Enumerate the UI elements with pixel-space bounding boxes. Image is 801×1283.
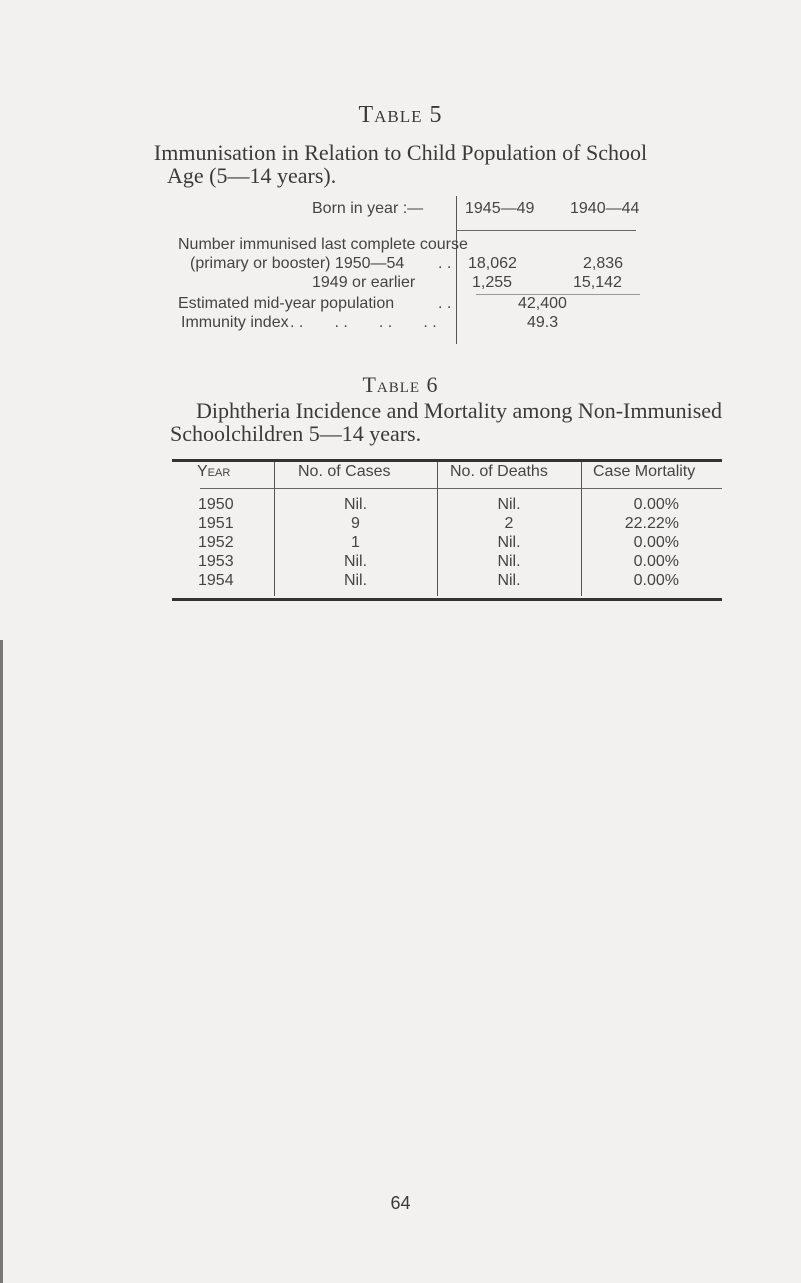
earlier-label: 1949 or earlier [312, 274, 416, 291]
col-header-1940-44: 1940—44 [570, 200, 640, 217]
cell-cases: Nil. [343, 572, 368, 589]
table5-header-rule [456, 230, 636, 231]
r1c2-value: 2,836 [583, 255, 624, 272]
immunised-dots: . . [438, 255, 452, 272]
cell-year: 1951 [198, 515, 234, 532]
cell-deaths: Nil. [497, 572, 521, 589]
cell-cases: 9 [351, 515, 360, 532]
cell-cases: 1 [351, 534, 360, 551]
table6-title: Table 6 [362, 372, 439, 397]
header-mortality: Case Mortality [593, 463, 696, 480]
cell-cases: Nil. [343, 496, 368, 513]
page-number: 64 [390, 1193, 411, 1213]
cell-year: 1954 [198, 572, 234, 589]
immunised-label-line1: Number immunised last complete course [178, 236, 468, 253]
cell-deaths: Nil. [497, 534, 521, 551]
r2c1-value: 1,255 [472, 274, 513, 291]
cell-mortality: 0.00% [633, 534, 679, 551]
table6-subtitle-line2: Schoolchildren 5—14 years. [170, 421, 422, 446]
table6-subtitle-line1: Diphtheria Incidence and Mortality among Non-Immunised [196, 398, 723, 423]
cell-cases: Nil. [343, 553, 368, 570]
population-value: 42,400 [518, 295, 567, 312]
immunity-dots: . . . . . . . . [290, 314, 437, 331]
table5-subtitle-line2: Age (5—14 years). [167, 163, 337, 188]
cell-deaths: Nil. [497, 553, 521, 570]
table5-title: Table 5 [358, 102, 443, 128]
cell-year: 1952 [198, 534, 234, 551]
table5-subtitle-line1: Immunisation in Relation to Child Population of School [153, 140, 648, 165]
born-label: Born in year :— [312, 200, 424, 217]
r2c2-value: 15,142 [573, 274, 622, 291]
cell-year: 1950 [198, 496, 234, 513]
table5-divider-vertical [456, 196, 457, 344]
table6-bottom-rule [172, 598, 722, 601]
header-year: Year [197, 463, 231, 480]
immunity-label: Immunity index [181, 314, 289, 331]
table6-top-rule [172, 459, 722, 462]
population-dots: . . [438, 295, 452, 312]
header-cases: No. of Cases [298, 463, 391, 480]
cell-mortality: 0.00% [633, 553, 679, 570]
cell-mortality: 0.00% [633, 572, 679, 589]
r1c1-value: 18,062 [468, 255, 517, 272]
cell-mortality: 0.00% [633, 496, 679, 513]
header-deaths: No. of Deaths [450, 463, 548, 480]
population-label: Estimated mid-year population [178, 295, 395, 312]
immunised-label-line2: (primary or booster) 1950—54 [190, 255, 405, 272]
cell-deaths: 2 [504, 515, 514, 532]
table6-header-rule [200, 488, 722, 489]
cell-deaths: Nil. [497, 496, 521, 513]
cell-mortality: 22.22% [624, 515, 679, 532]
cell-year: 1953 [198, 553, 234, 570]
immunity-value: 49.3 [527, 314, 559, 331]
page-edge-shadow [0, 640, 3, 1283]
col-header-1945-49: 1945—49 [465, 200, 535, 217]
